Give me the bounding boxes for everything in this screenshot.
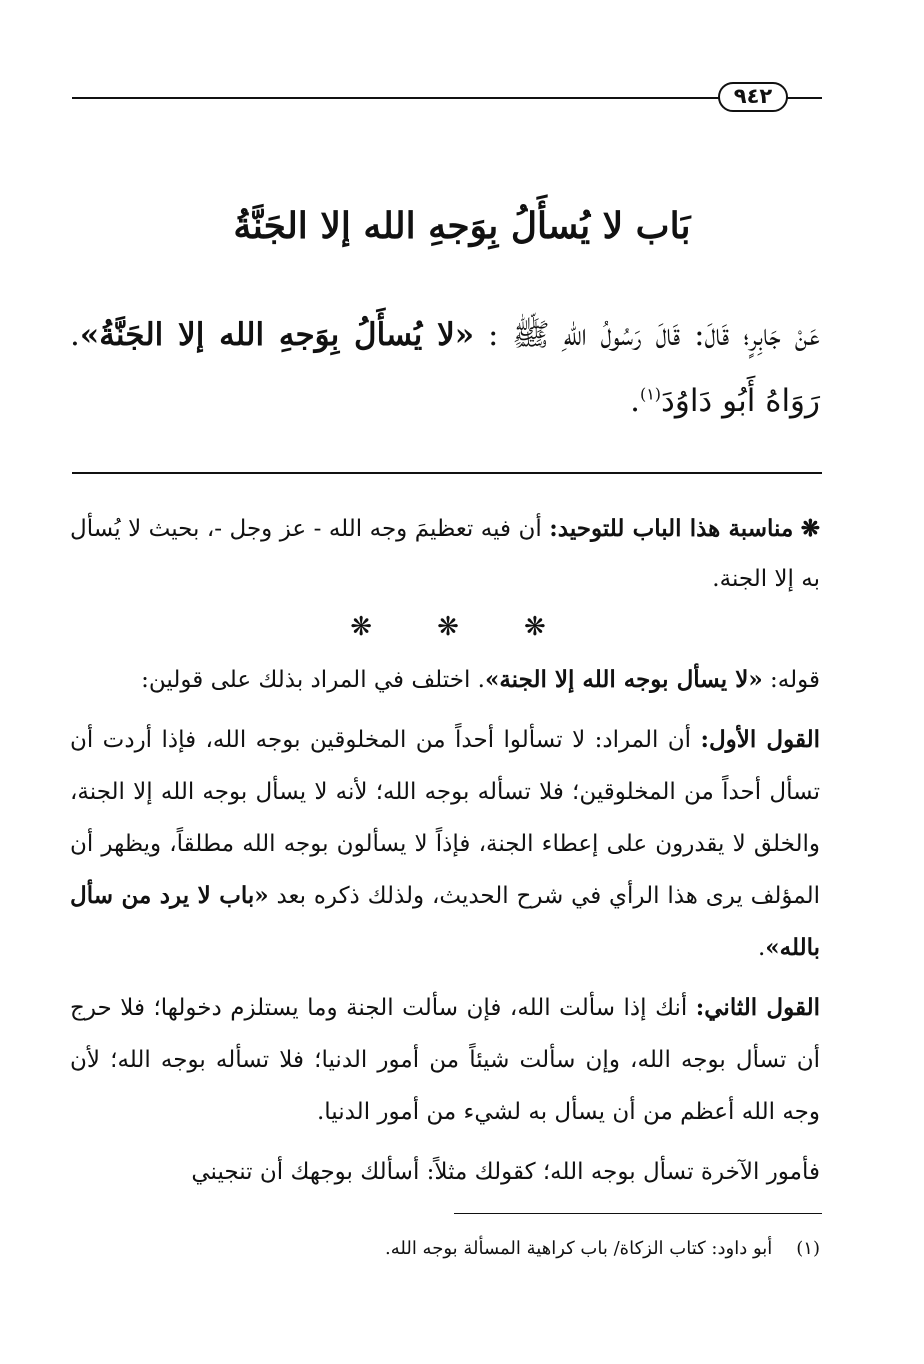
second-opinion (70, 982, 820, 1138)
hadith-source: . رَوَاهُ أَبُو دَاوُدَ (70, 317, 820, 419)
page-number: ٩٤٢ (718, 82, 788, 112)
second-opinion-lead: القول الثاني: (695, 994, 821, 1021)
hadith-text (70, 302, 820, 434)
commentary (70, 654, 820, 1206)
header-rule (72, 97, 720, 99)
commentary-intro (70, 654, 820, 706)
commentary-intro-a: قوله: (762, 667, 820, 693)
chapter-reference: «باب لا يرد من سأل بالله» (70, 882, 820, 961)
first-opinion (70, 714, 820, 974)
second-opinion-text: أنك إذا سألت الله، فإن سألت الجنة وما يستلزم دخولها؛ فلا حرج أن تسأل بوجه الله، وإن سألت شيئاً من أمور الدنيا؛ فلا تسأله بوجه الله؛ لأن وجه الله أعظم من أن يسأل به لشيء من أمور الدنيا. (70, 995, 820, 1125)
header-rule-end (786, 97, 822, 99)
hadith-end: . (630, 383, 640, 419)
footnote-divider (454, 1213, 822, 1214)
commentary-quote: «لا يسأل بوجه الله إلا الجنة» (484, 666, 763, 693)
first-opinion-end: . (757, 935, 766, 961)
first-opinion-text: أن المراد: لا تسألوا أحداً من المخلوقين بوجه الله، فإذا أردت أن تسأل أحداً من المخلوقين؛ فلا تسأله بوجه الله؛ لأنه لا يسأل بوجه الله إلا الجنة، والخلق لا يقدرون على إعطاء الجنة، فإذاً لا يسألون بوجه الله مطلقاً، ويظهر أن المؤلف يرى هذا الرأي في شرح الحديث، ولذلك ذكره بعد (70, 727, 820, 909)
relevance-lead: مناسبة هذا الباب للتوحيد: (549, 515, 794, 542)
chapter-title: بَاب لا يُسأَلُ بِوَجهِ الله إلا الجَنَّةُ (233, 205, 691, 247)
star-separator: ❋ ❋ ❋ (350, 612, 574, 642)
chapter-relevance (70, 504, 820, 604)
footnote (70, 1232, 820, 1266)
hadith-quote: «لا يُسأَلُ بِوَجهِ الله إلا الجَنَّةُ» (79, 317, 475, 353)
footnote-ref: (١) (639, 384, 662, 404)
relevance-text: أن فيه تعظيمَ وجه الله - عز وجل -، بحيث لا يُسأل به إلا الجنة. (70, 516, 820, 592)
asterisk-icon: ❋ (800, 515, 820, 542)
section-divider (72, 472, 822, 474)
commentary-intro-b: . اختلف في المراد بذلك على قولين: (141, 667, 485, 693)
continuation-paragraph: فأمور الآخرة تسأل بوجه الله؛ كقولك مثلاً: أسألك بوجهك أن تنجيني (191, 1159, 820, 1185)
footnote-text: أبو داود: كتاب الزكاة/ باب كراهية المسألة بوجه الله. (385, 1238, 773, 1259)
hadith-intro: عَنْ جَابِرٍ؛ قَالَ: قَالَ رَسُولُ اللهِ ﷺ : (474, 317, 820, 353)
footnote-number: (١) (796, 1238, 820, 1259)
first-opinion-lead: القول الأول: (700, 726, 821, 753)
